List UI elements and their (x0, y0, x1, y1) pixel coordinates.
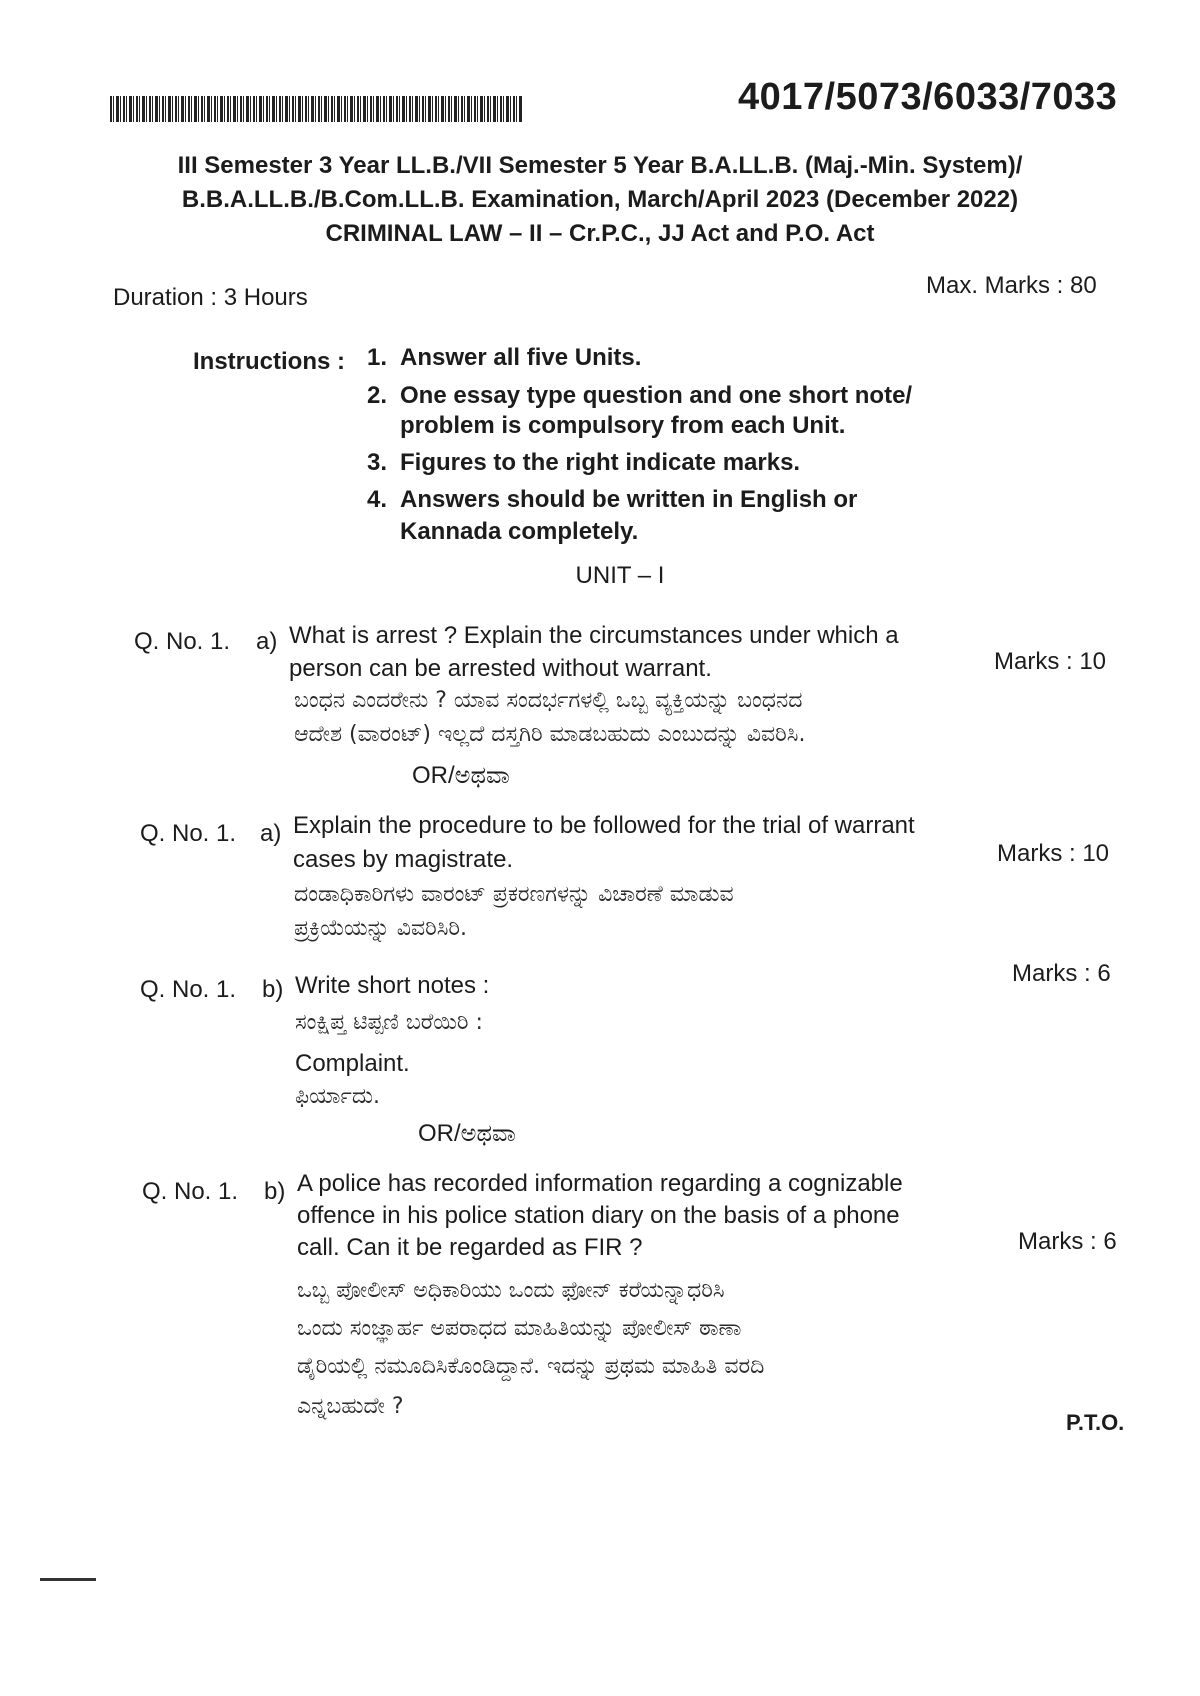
q1-english-line-1: What is arrest ? Explain the circumstances under which a (289, 622, 899, 649)
q3-english-line-1: Write short notes : (295, 972, 490, 999)
q2-english-line-1: Explain the procedure to be followed for the trial of warrant (293, 812, 915, 839)
instruction-2-line-1: One essay type question and one short note/ (400, 382, 913, 409)
max-marks: Max. Marks : 80 (926, 272, 1097, 299)
q2-kannada-line-2: ಪ್ರಕ್ರಿಯೆಯನ್ನು ವಿವರಿಸಿರಿ. (294, 916, 468, 941)
q4-english-line-3: call. Can it be regarded as FIR ? (297, 1234, 643, 1261)
or-separator-2: OR/ಅಥವಾ (418, 1120, 516, 1147)
q3-number: Q. No. 1. (140, 976, 237, 1003)
instruction-2-num: 2. (367, 382, 388, 409)
q1-kannada-line-1: ಬಂಧನ ಎಂದರೇನು ? ಯಾವ ಸಂದರ್ಭಗಳಲ್ಲಿ ಒಬ್ಬ ವ್ಯಕ್ತಿಯನ್ನು ಬಂಧನದ (294, 688, 803, 713)
q3-part: b) (262, 976, 284, 1003)
title-line-2: B.B.A.LL.B./B.Com.LL.B. Examination, March/April 2023 (December 2022) (181, 186, 1019, 213)
pto-label: P.T.O. (1066, 1410, 1125, 1435)
instruction-4-num: 4. (367, 486, 388, 513)
q4-kannada-line-3: ಡೈರಿಯಲ್ಲಿ ನಮೂದಿಸಿಕೊಂಡಿದ್ದಾನೆ. ಇದನ್ನು ಪ್ರಥಮ ಮಾಹಿತಿ ವರದಿ (297, 1354, 765, 1379)
q1-part: a) (256, 628, 278, 655)
q1-number: Q. No. 1. (134, 628, 231, 655)
instruction-3-num: 3. (367, 449, 388, 476)
paper-code: 4017/5073/6033/7033 (738, 76, 1118, 118)
q2-kannada-line-1: ದಂಡಾಧಿಕಾರಿಗಳು ವಾರಂಟ್ ಪ್ರಕರಣಗಳನ್ನು ವಿಚಾರಣೆ ಮಾಡುವ (294, 882, 734, 907)
instruction-1-text: Answer all five Units. (400, 344, 642, 371)
q4-kannada-line-1: ಒಬ್ಬ ಪೋಲೀಸ್ ಅಧಿಕಾರಿಯು ಒಂದು ಫೋನ್ ಕರೆಯನ್ನಾಧರಿಸಿ (297, 1278, 725, 1303)
or-separator-1: OR/ಅಥವಾ (412, 762, 510, 789)
q1-english-line-2: person can be arrested without warrant. (289, 655, 712, 682)
q2-marks: Marks : 10 (997, 840, 1110, 867)
q4-english-line-2: offence in his police station diary on the basis of a phone (297, 1202, 900, 1229)
instruction-2-line-2: problem is compulsory from each Unit. (400, 412, 846, 439)
q1-kannada-line-2: ಆದೇಶ (ವಾರಂಟ್) ಇಲ್ಲದೆ ದಸ್ತಗಿರಿ ಮಾಡಬಹುದು ಎಂಬುದನ್ನು ವಿವರಿಸಿ. (294, 722, 806, 747)
q2-number: Q. No. 1. (140, 820, 237, 847)
title-line-3: CRIMINAL LAW – II – Cr.P.C., JJ Act and P.O. Act (325, 220, 875, 247)
q4-number: Q. No. 1. (142, 1178, 239, 1205)
q4-kannada-line-4: ಎನ್ನಬಹುದೇ ? (297, 1394, 404, 1419)
instruction-1-num: 1. (367, 344, 388, 371)
q4-english-line-1: A police has recorded information regarding a cognizable (297, 1170, 903, 1197)
unit-title: UNIT – I (575, 562, 665, 589)
q3-marks: Marks : 6 (1012, 960, 1111, 987)
q2-english-line-2: cases by magistrate. (293, 846, 514, 873)
barcode (110, 96, 522, 122)
instruction-4-line-1: Answers should be written in English or (400, 486, 858, 513)
instructions-label: Instructions : (193, 348, 346, 375)
scan-mark (40, 1578, 96, 1581)
q4-part: b) (264, 1178, 286, 1205)
q3-kannada-line-1: ಸಂಕ್ಷಿಪ್ತ ಟಿಪ್ಪಣಿ ಬರೆಯಿರಿ : (295, 1010, 483, 1035)
q4-kannada-line-2: ಒಂದು ಸಂಜ್ಞಾರ್ಹ ಅಪರಾಧದ ಮಾಹಿತಿಯನ್ನು ಪೋಲೀಸ್ ಠಾಣಾ (297, 1316, 742, 1341)
q3-english-line-2: Complaint. (295, 1050, 410, 1077)
q2-part: a) (260, 820, 282, 847)
instruction-4-line-2: Kannada completely. (400, 518, 639, 545)
q4-marks: Marks : 6 (1018, 1228, 1117, 1255)
title-line-1: III Semester 3 Year LL.B./VII Semester 5 Year B.A.LL.B. (Maj.-Min. System)/ (177, 152, 1023, 179)
q1-marks: Marks : 10 (994, 648, 1107, 675)
duration: Duration : 3 Hours (113, 284, 308, 311)
instruction-3-text: Figures to the right indicate marks. (400, 449, 801, 476)
q3-kannada-line-2: ಫಿರ್ಯಾದು. (295, 1084, 381, 1109)
